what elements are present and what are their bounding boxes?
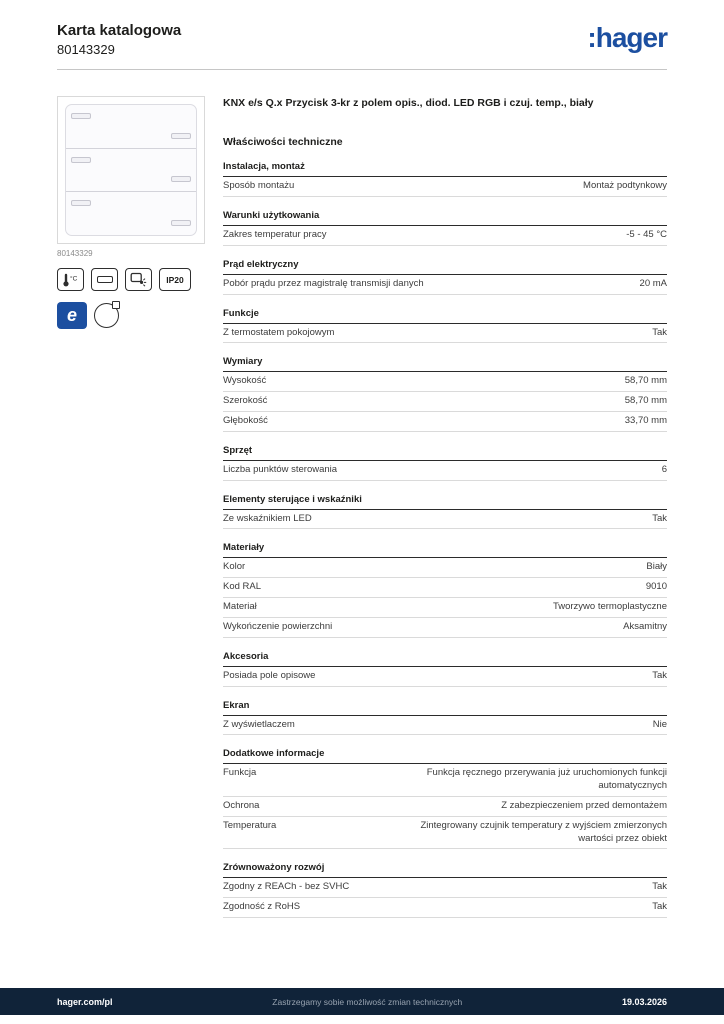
spec-section-title: Sprzęt [223,445,667,461]
spec-value: Montaż podtynkowy [583,180,667,192]
spec-section-title: Elementy sterujące i wskaźniki [223,494,667,510]
spec-label: Sposób montażu [223,180,295,192]
header-titles [57,22,181,57]
spec-label: Zgodność z RoHS [223,901,301,913]
spec-value: Tworzywo termoplastyczne [552,601,667,613]
spec-section [223,748,667,849]
spec-value: Tak [652,326,667,338]
spec-section-title: Prąd elektryczny [223,259,667,275]
spec-label: Głębokość [223,415,268,427]
spec-section [223,494,667,530]
content [0,70,724,918]
spec-label: Wysokość [223,375,267,387]
spec-value: Tak [652,512,667,524]
spec-value: Z zabezpieczeniem przed demontażem [501,799,667,811]
spec-value: 20 mA [639,277,667,289]
spec-row [223,412,667,432]
product-image-caption: 80143329 [57,249,93,258]
spec-label: Szerokość [223,395,268,407]
spec-section [223,210,667,246]
spec-section-title: Funkcje [223,308,667,324]
spec-label: Materiał [223,601,257,613]
button-pill [71,113,91,119]
spec-row [223,618,667,638]
ip-rating-badge: IP20 [159,268,191,291]
button-pill [71,200,91,206]
spec-label: Zakres temperatur pracy [223,228,327,240]
spec-section [223,259,667,295]
spec-section [223,308,667,344]
spec-value: 58,70 mm [624,375,667,387]
spec-row [223,817,667,850]
spec-row [223,275,667,295]
spec-label: Wykończenie powierzchni [223,620,333,632]
spec-value: Nie [652,718,667,730]
spec-label: Ze wskaźnikiem LED [223,512,312,524]
product-image [57,96,205,244]
button-pill [171,176,191,182]
spec-section [223,862,667,918]
spec-row [223,898,667,918]
pictogram-row-1 [57,268,207,291]
spec-value: Tak [652,901,667,913]
spec-section-title: Instalacja, montaż [223,161,667,177]
hager-logo: :hager [587,22,667,53]
led-indicator-icon [125,268,152,291]
footer-date: 19.03.2026 [621,996,667,1007]
knx-logo: e [57,302,87,329]
button-pill [171,220,191,226]
spec-row [223,372,667,392]
spec-row [223,392,667,412]
spec-label: Pobór prądu przez magistralę transmisji danych [223,277,424,289]
document-title: Karta katalogowa [57,22,182,39]
device-button-row [66,105,196,149]
spec-section [223,161,667,197]
spec-value: Aksamitny [623,620,667,632]
spec-row [223,510,667,530]
thermometer-icon [57,268,84,291]
spec-row [223,578,667,598]
spec-label: Z wyświetlaczem [223,718,295,730]
spec-section [223,700,667,736]
spec-value: 58,70 mm [624,395,667,407]
document-reference: 80143329 [57,42,115,57]
spec-row [223,461,667,481]
spec-value: -5 - 45 °C [626,228,667,240]
spec-section [223,542,667,637]
product-title: KNX e/s Q.x Przycisk 3-kr z polem opis., diod. LED RGB i czuj. temp., biały [223,97,594,109]
specs-heading: Właściwości techniczne [223,136,343,149]
footer [0,988,724,1015]
spec-sections [223,161,667,918]
label-field-glyph [97,276,113,283]
spec-section-title: Ekran [223,700,667,716]
spec-row [223,226,667,246]
spec-section-title: Zrównoważony rozwój [223,862,667,878]
footer-site-link[interactable]: hager.com/pl [57,996,113,1007]
spec-row [223,716,667,736]
spec-label: Funkcja [223,767,257,779]
rotary-dial-icon [94,303,119,328]
spec-label: Temperatura [223,819,277,831]
spec-value: 33,70 mm [624,415,667,427]
spec-value: Zintegrowany czujnik temperatury z wyjściem zmierzonych wartości przez obiekt [420,819,667,844]
spec-value: Tak [652,881,667,893]
spec-value: Funkcja ręcznego przerywania już uruchomionych funkcji automatycznych [426,767,667,792]
spec-section-title: Warunki użytkowania [223,210,667,226]
spec-label: Kod RAL [223,581,262,593]
label-field-icon [91,268,118,291]
header [0,0,724,57]
spec-row [223,797,667,817]
spec-section-title: Wymiary [223,356,667,372]
spec-row [223,558,667,578]
spec-label: Zgodny z REACh - bez SVHC [223,881,350,893]
spec-label: Liczba punktów sterowania [223,463,338,475]
spec-value: Biały [646,561,667,573]
spec-value: 6 [661,463,667,475]
spec-value: Tak [652,669,667,681]
spec-label: Posiada pole opisowe [223,669,316,681]
product-media-column [57,96,207,918]
pictogram-row-2 [57,302,207,329]
spec-section [223,445,667,481]
spec-row [223,667,667,687]
spec-label: Ochrona [223,799,260,811]
device-button-row [66,149,196,193]
spec-row [223,878,667,898]
spec-row [223,764,667,797]
spec-section-title: Materiały [223,542,667,558]
specs-column [223,96,667,918]
spec-section [223,651,667,687]
spec-value: 9010 [645,581,667,593]
button-pill [171,133,191,139]
spec-row [223,324,667,344]
spec-row [223,177,667,197]
spec-section-title: Dodatkowe informacje [223,748,667,764]
svg-text:°C: °C [70,275,78,282]
spec-section [223,356,667,431]
spec-label: Kolor [223,561,246,573]
footer-disclaimer: Zastrzegamy sobie możliwość zmian technicznych [272,996,463,1007]
spec-section-title: Akcesoria [223,651,667,667]
device-button-row [66,192,196,235]
device-face [65,104,197,236]
spec-row [223,598,667,618]
spec-label: Z termostatem pokojowym [223,326,335,338]
button-pill [71,157,91,163]
